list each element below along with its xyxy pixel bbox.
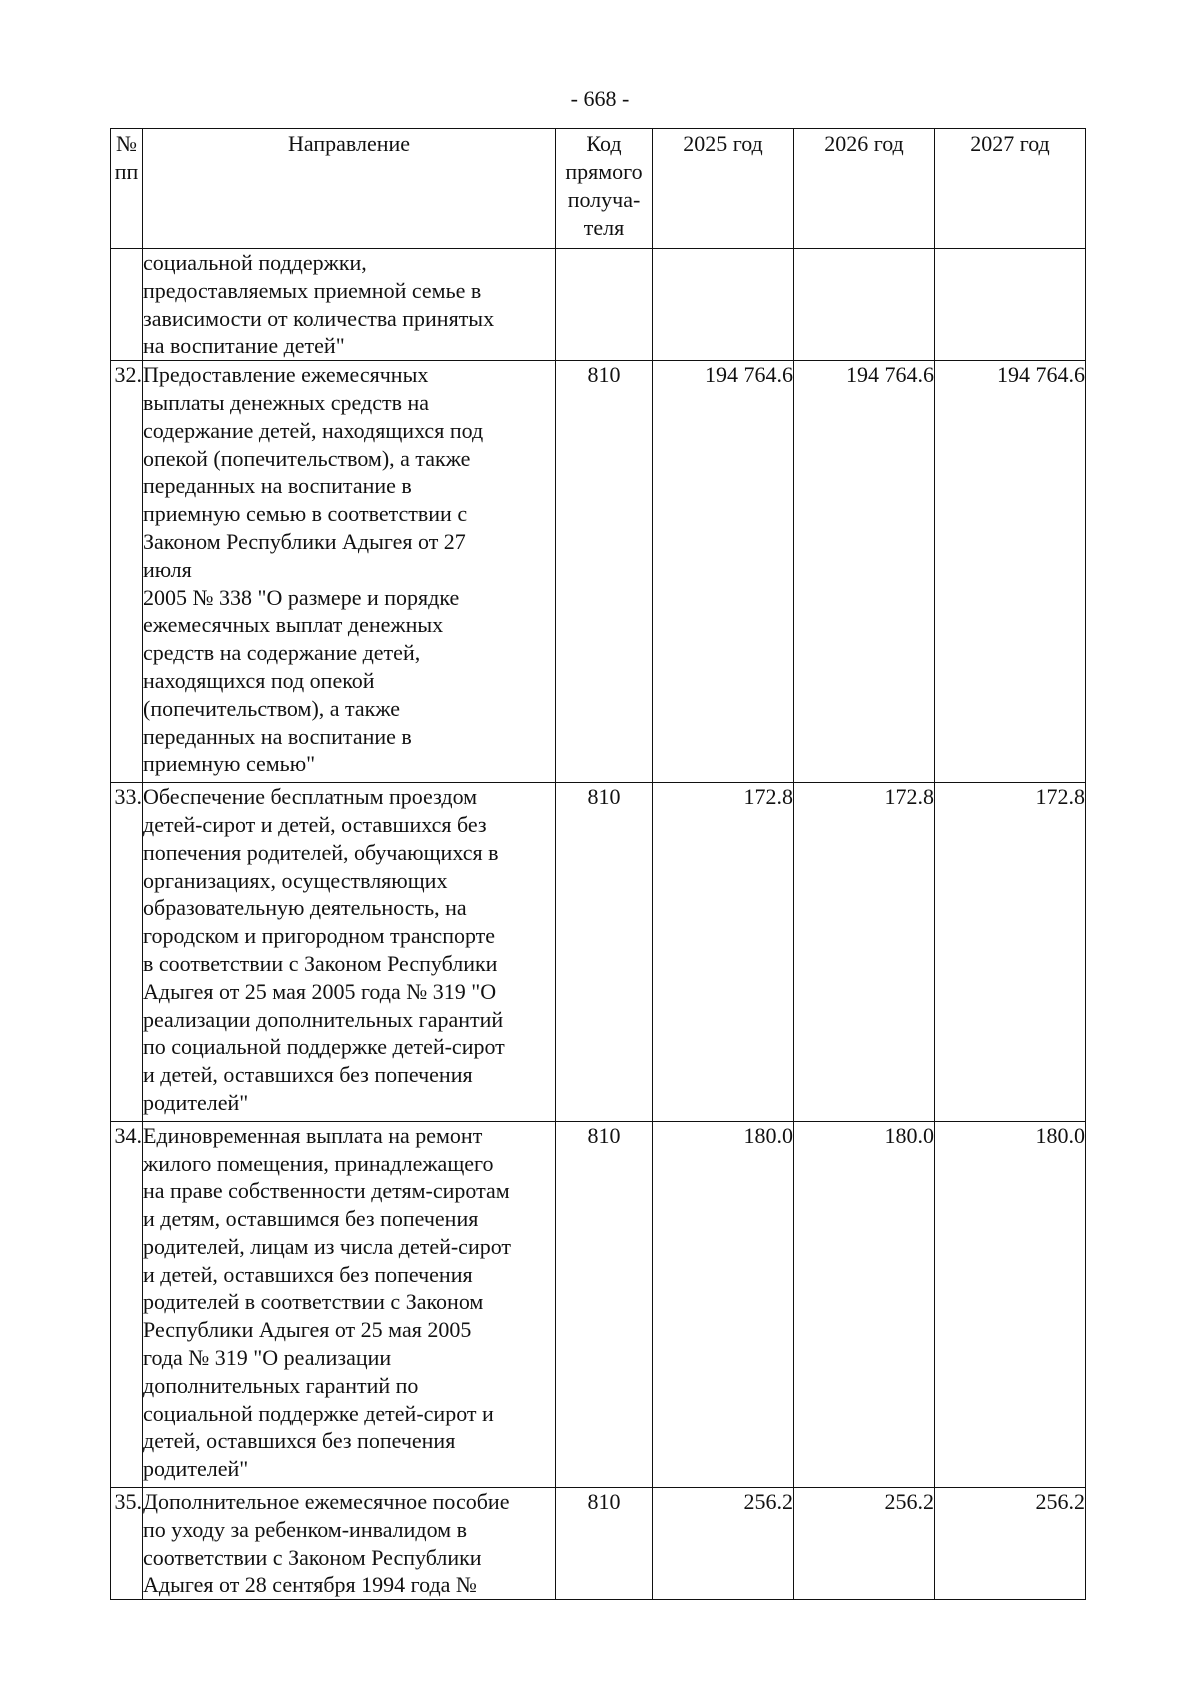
header-2025: 2025 год — [653, 129, 794, 249]
direction-line: жилого помещения, принадлежащего — [143, 1150, 494, 1176]
header-no-line: № — [116, 131, 137, 156]
direction-line: и детям, оставшимся без попечения — [143, 1206, 479, 1232]
table-row — [111, 249, 1086, 361]
direction-line: социальной поддержке детей-сирот и — [143, 1400, 494, 1426]
direction-line: Обеспечение бесплатным проездом — [143, 784, 478, 810]
header-code-line: Код — [586, 131, 622, 156]
direction-line: по социальной поддержке детей-сирот — [143, 1034, 505, 1060]
row-amount-2025: 256.2 — [653, 1488, 794, 1600]
direction-line: образовательную деятельность, на — [143, 895, 467, 921]
direction-line: приемную семью" — [143, 751, 316, 777]
row-amount-2027: 194 764.6 — [935, 361, 1086, 783]
direction-line: социальной поддержки, — [143, 250, 367, 275]
row-direction — [143, 249, 556, 361]
direction-line: выплаты денежных средств на — [143, 389, 429, 415]
table-row — [111, 1121, 1086, 1487]
table-header-row — [111, 129, 1086, 249]
row-amount-2025: 194 764.6 — [653, 361, 794, 783]
row-amount-2027: 172.8 — [935, 783, 1086, 1122]
direction-line: на праве собственности детям-сиротам — [143, 1178, 510, 1204]
header-direction: Направление — [143, 129, 556, 249]
direction-line: и детей, оставшихся без попечения — [143, 1261, 473, 1287]
direction-line: приемную семью в соответствии с — [143, 501, 468, 527]
direction-line: родителей в соответствии с Законом — [143, 1289, 484, 1315]
direction-line: ежемесячных выплат денежных — [143, 612, 444, 638]
row-number: 32. — [111, 361, 143, 783]
row-amount-2027: 180.0 — [935, 1121, 1086, 1487]
direction-line: детей-сирот и детей, оставшихся без — [143, 811, 487, 837]
table-row — [111, 361, 1086, 783]
direction-line: переданных на воспитание в — [143, 473, 412, 499]
direction-line: зависимости от количества принятых — [143, 305, 495, 331]
direction-line: Дополнительное ежемесячное пособие — [143, 1489, 510, 1515]
row-amount-2025: 180.0 — [653, 1121, 794, 1487]
direction-line: 2005 № 338 "О размере и порядке — [143, 584, 460, 610]
row-direction — [143, 783, 556, 1122]
row-recipient-code: 810 — [556, 361, 653, 783]
direction-line: находящихся под опекой — [143, 667, 375, 693]
direction-line: (попечительством), а также — [143, 695, 401, 721]
direction-line: предоставляемых приемной семье в — [143, 277, 482, 303]
direction-line: реализации дополнительных гарантий — [143, 1006, 504, 1032]
direction-line: средств на содержание детей, — [143, 640, 421, 666]
header-code-line: теля — [583, 215, 625, 240]
direction-line: организациях, осуществляющих — [143, 867, 448, 893]
direction-line: переданных на воспитание в — [143, 723, 412, 749]
row-amount-2026: 256.2 — [794, 1488, 935, 1600]
row-number — [111, 249, 143, 361]
header-code-line: прямого — [565, 159, 643, 184]
direction-line: в соответствии с Законом Республики — [143, 950, 498, 976]
direction-line: Единовременная выплата на ремонт — [143, 1122, 483, 1148]
header-code — [556, 129, 653, 249]
direction-line: по уходу за ребенком-инвалидом в — [143, 1516, 467, 1542]
direction-line: детей, оставшихся без попечения — [143, 1428, 456, 1454]
row-amount-2026 — [794, 249, 935, 361]
direction-line: попечения родителей, обучающихся в — [143, 839, 499, 865]
direction-line: родителей, лицам из числа детей-сирот — [143, 1233, 512, 1259]
row-amount-2027 — [935, 249, 1086, 361]
row-direction — [143, 1121, 556, 1487]
budget-table — [110, 128, 1086, 1600]
row-amount-2026: 180.0 — [794, 1121, 935, 1487]
row-amount-2025 — [653, 249, 794, 361]
direction-line: опекой (попечительством), а также — [143, 445, 471, 471]
header-no-line: пп — [114, 159, 139, 184]
direction-line: Предоставление ежемесячных — [143, 362, 429, 388]
direction-line: родителей" — [143, 1456, 249, 1482]
direction-line: Адыгея от 28 сентября 1994 года № — [143, 1572, 477, 1598]
row-recipient-code: 810 — [556, 1488, 653, 1600]
header-no — [111, 129, 143, 249]
header-2027: 2027 год — [935, 129, 1086, 249]
row-recipient-code: 810 — [556, 1121, 653, 1487]
direction-line: Адыгея от 25 мая 2005 года № 319 "О — [143, 978, 497, 1004]
direction-line: года № 319 "О реализации — [143, 1345, 392, 1371]
table-row — [111, 1488, 1086, 1600]
direction-line: соответствии с Законом Республики — [143, 1544, 482, 1570]
direction-line: содержание детей, находящихся под — [143, 417, 484, 443]
row-amount-2026: 194 764.6 — [794, 361, 935, 783]
row-number: 34. — [111, 1121, 143, 1487]
direction-line: Республики Адыгея от 25 мая 2005 — [143, 1317, 472, 1343]
direction-line: родителей" — [143, 1089, 249, 1115]
table-row — [111, 783, 1086, 1122]
row-number: 35. — [111, 1488, 143, 1600]
direction-line: июля — [143, 556, 192, 582]
direction-line: на воспитание детей" — [143, 333, 345, 359]
direction-line: дополнительных гарантий по — [143, 1372, 419, 1398]
row-recipient-code — [556, 249, 653, 361]
row-amount-2026: 172.8 — [794, 783, 935, 1122]
page-number: - 668 - — [570, 86, 630, 111]
direction-line: и детей, оставшихся без попечения — [143, 1062, 473, 1088]
header-code-line: получа- — [567, 187, 641, 212]
row-amount-2025: 172.8 — [653, 783, 794, 1122]
row-amount-2027: 256.2 — [935, 1488, 1086, 1600]
row-recipient-code: 810 — [556, 783, 653, 1122]
direction-line: Законом Республики Адыгея от 27 — [143, 528, 466, 554]
row-direction — [143, 1488, 556, 1600]
header-2026: 2026 год — [794, 129, 935, 249]
direction-line: городском и пригородном транспорте — [143, 923, 496, 949]
row-direction — [143, 361, 556, 783]
row-number: 33. — [111, 783, 143, 1122]
